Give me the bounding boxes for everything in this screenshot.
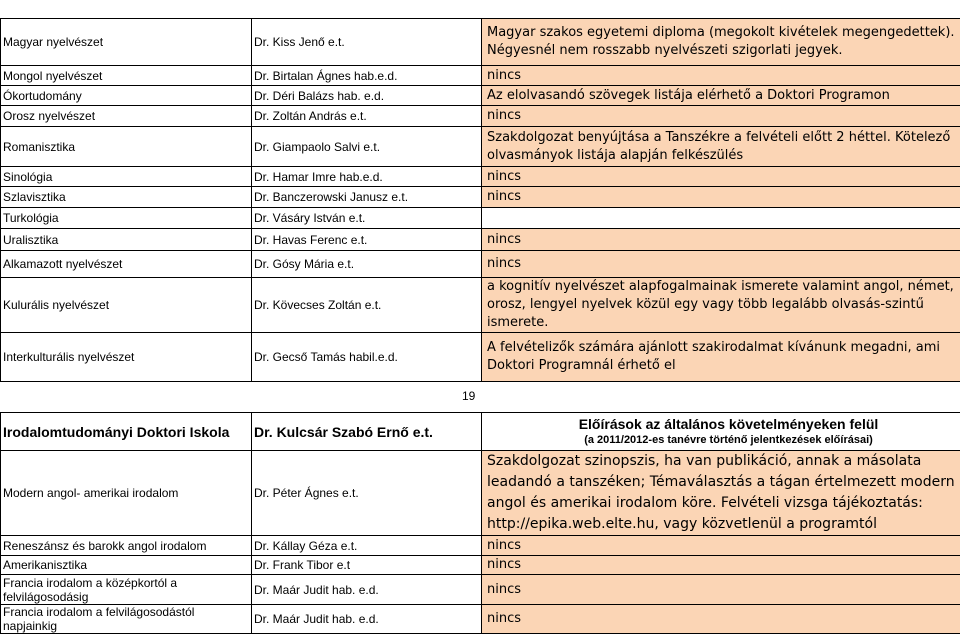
person-cell: Dr. Hamar Imre hab.e.d. bbox=[252, 167, 482, 187]
requirement-cell: nincs bbox=[482, 167, 960, 187]
requirement-cell: nincs bbox=[482, 251, 960, 278]
page-number: 19 bbox=[462, 389, 475, 403]
programs-table-literature bbox=[0, 412, 960, 634]
field-cell: Romanisztika bbox=[1, 127, 252, 167]
table-row bbox=[1, 208, 960, 229]
requirement-cell: nincs bbox=[482, 229, 960, 251]
table-row bbox=[1, 556, 960, 575]
person-cell: Dr. Banczerowski Janusz e.t. bbox=[252, 187, 482, 208]
table-row bbox=[1, 86, 960, 106]
requirement-cell: Az elolvasandó szövegek listája elérhető a Doktori Programon bbox=[482, 86, 960, 106]
requirement-text: Szakdolgozat szinopszis, ha van publikáció, annak a másolata leadandó a tanszéken; Témaválasztás a tágan értelmezett modern angol és amerikai irodalom köre. Felvételi vizsga tájékoztatás: http://epika.web.elte.hu, vagy közvetlenül a programtól bbox=[487, 453, 955, 532]
field-cell: Modern angol- amerikai irodalom bbox=[1, 451, 252, 536]
person-cell: Dr. Déri Balázs hab. e.d. bbox=[252, 86, 482, 106]
requirement-cell bbox=[482, 451, 960, 536]
table-row bbox=[1, 333, 960, 382]
table-row bbox=[1, 127, 960, 167]
person-cell: Dr. Birtalan Ágnes hab.e.d. bbox=[252, 66, 482, 86]
table-row bbox=[1, 251, 960, 278]
person-cell: Dr. Frank Tibor e.t bbox=[252, 556, 482, 575]
field-cell: Mongol nyelvészet bbox=[1, 66, 252, 86]
field-cell: Szlavisztika bbox=[1, 187, 252, 208]
requirements-title: Előírások az általános követelményeken felül bbox=[487, 416, 960, 432]
table-row bbox=[1, 278, 960, 333]
table-row bbox=[1, 451, 960, 536]
requirement-cell: Szakdolgozat benyújtása a Tanszékre a felvételi előtt 2 héttel. Kötelező olvasmányok listája alapján felkészülés bbox=[482, 127, 960, 167]
field-cell: Francia irodalom a felvilágosodástól napjainkig bbox=[1, 605, 252, 634]
person-cell: Dr. Maár Judit hab. e.d. bbox=[252, 605, 482, 634]
requirement-cell: nincs bbox=[482, 106, 960, 127]
table-row bbox=[1, 536, 960, 556]
requirement-cell: nincs bbox=[482, 575, 960, 605]
table-row bbox=[1, 106, 960, 127]
field-cell: Uralisztika bbox=[1, 229, 252, 251]
field-cell: Amerikanisztika bbox=[1, 556, 252, 575]
requirements-header bbox=[482, 413, 960, 451]
table-row bbox=[1, 575, 960, 605]
requirement-cell bbox=[482, 208, 960, 229]
field-cell: Ókortudomány bbox=[1, 86, 252, 106]
person-cell: Dr. Kállay Géza e.t. bbox=[252, 536, 482, 556]
field-cell: Alkamazott nyelvészet bbox=[1, 251, 252, 278]
table-row bbox=[1, 19, 960, 66]
programs-table-linguistics bbox=[0, 18, 960, 382]
person-cell: Dr. Giampaolo Salvi e.t. bbox=[252, 127, 482, 167]
table-row bbox=[1, 187, 960, 208]
requirement-cell: nincs bbox=[482, 66, 960, 86]
table-row bbox=[1, 66, 960, 86]
field-cell: Turkológia bbox=[1, 208, 252, 229]
person-cell: Dr. Kövecses Zoltán e.t. bbox=[252, 278, 482, 333]
requirement-cell: nincs bbox=[482, 556, 960, 575]
field-cell: Reneszánsz és barokk angol irodalom bbox=[1, 536, 252, 556]
field-cell: Orosz nyelvészet bbox=[1, 106, 252, 127]
requirement-cell: nincs bbox=[482, 187, 960, 208]
requirement-cell: Magyar szakos egyetemi diploma (megokolt kivételek megengedettek). Négyesnél nem rosszabb nyelvészeti szigorlati jegyek. bbox=[482, 19, 960, 66]
person-cell: Dr. Zoltán András e.t. bbox=[252, 106, 482, 127]
school-head: Dr. Kulcsár Szabó Ernő e.t. bbox=[252, 413, 482, 451]
field-cell: Interkulturális nyelvészet bbox=[1, 333, 252, 382]
person-cell: Dr. Gósy Mária e.t. bbox=[252, 251, 482, 278]
person-cell: Dr. Gecső Tamás habil.e.d. bbox=[252, 333, 482, 382]
requirements-subtitle: (a 2011/2012-es tanévre történő jelentkezések előírásai) bbox=[487, 432, 960, 448]
table-row bbox=[1, 605, 960, 634]
person-cell: Dr. Vásáry István e.t. bbox=[252, 208, 482, 229]
school-title: Irodalomtudományi Doktori Iskola bbox=[1, 413, 252, 451]
field-cell: Sinológia bbox=[1, 167, 252, 187]
person-cell: Dr. Havas Ferenc e.t. bbox=[252, 229, 482, 251]
requirement-cell: nincs bbox=[482, 536, 960, 556]
table-row bbox=[1, 167, 960, 187]
field-cell: Kulurális nyelvészet bbox=[1, 278, 252, 333]
person-cell: Dr. Kiss Jenő e.t. bbox=[252, 19, 482, 66]
requirement-cell: A felvételizők számára ajánlott szakirodalmat kívánunk megadni, ami Doktori Programnál érhető el bbox=[482, 333, 960, 382]
table-header-row bbox=[1, 413, 960, 451]
field-cell: Magyar nyelvészet bbox=[1, 19, 252, 66]
person-cell: Dr. Péter Ágnes e.t. bbox=[252, 451, 482, 536]
requirement-cell: nincs bbox=[482, 605, 960, 634]
requirement-cell: a kognitív nyelvészet alapfogalmainak ismerete valamint angol, német, orosz, lengyel nyelvek közül egy vagy több legalább olvasás-szintű ismerete. bbox=[482, 278, 960, 333]
person-cell: Dr. Maár Judit hab. e.d. bbox=[252, 575, 482, 605]
table-row bbox=[1, 229, 960, 251]
field-cell: Francia irodalom a középkortól a felvilágosodásig bbox=[1, 575, 252, 605]
